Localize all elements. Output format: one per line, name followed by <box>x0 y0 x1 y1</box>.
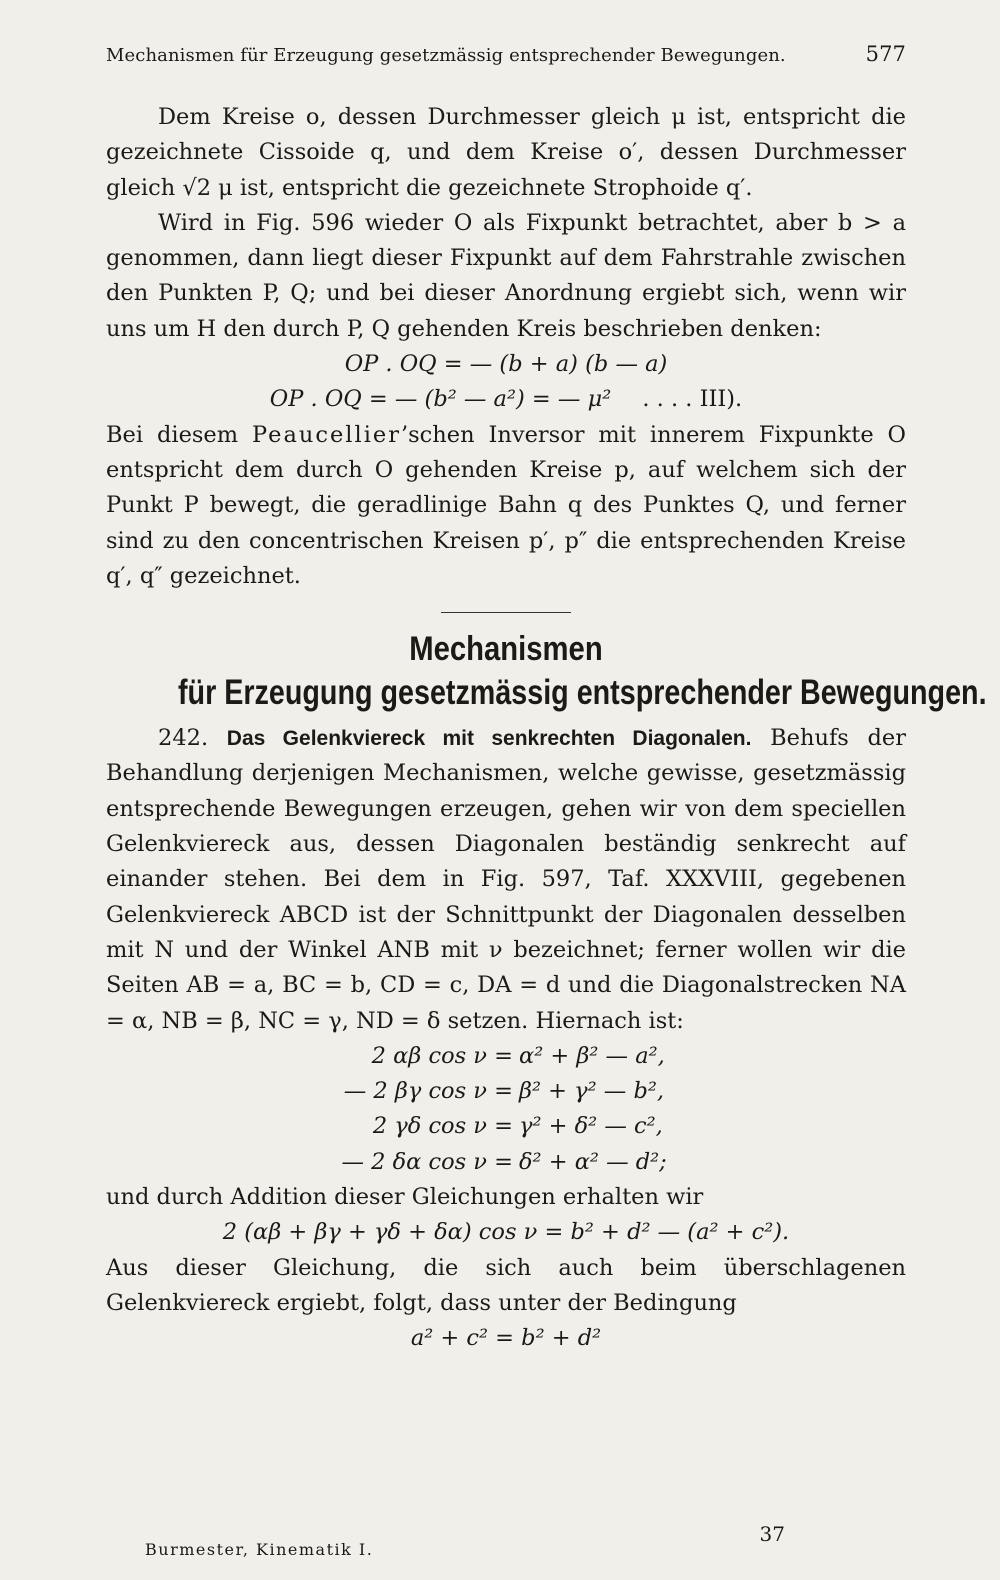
paragraph-cissoide: Dem Kreise o, dessen Durchmesser gleich μ ist, entspricht die gezeichnete Cissoide q, und dem Kreise o′, dessen Durchmesser gleich √2 μ ist, entspricht die gezeichnete Strophoide q′. <box>106 104 906 201</box>
equation-row <box>106 1039 906 1074</box>
inversor-name: Peaucellier <box>252 421 401 448</box>
inversor-lead: Bei diesem <box>106 421 239 448</box>
page-body <box>106 100 987 1357</box>
paragraph-inversor <box>106 418 906 594</box>
paragraph-bedingung: Aus dieser Gleichung, die sich auch beim überschlagenen Gelenkviereck ergiebt, folgt, dass unter der Bedingung <box>106 1254 906 1316</box>
equation-sum: 2 (αβ + βγ + γδ + δα) cos ν = b² + d² — (a² + c²). <box>222 1219 790 1246</box>
page-footer <box>145 1522 785 1564</box>
running-title: Mechanismen für Erzeugung gesetzmässig entsprechender Bewegungen. <box>106 45 786 66</box>
section-number: 242. <box>158 725 209 752</box>
section-title-line1: Mechanismen <box>409 630 603 669</box>
equation-lhs: 2 αβ cos ν = <box>371 1042 513 1069</box>
equation-op-oq-2 <box>106 382 906 417</box>
equation-row <box>106 1145 906 1180</box>
running-header <box>106 42 906 66</box>
signature-mark: 37 <box>759 1522 785 1546</box>
equation-op-oq-2-body: OP . OQ = — (b² — a²) = — μ² <box>269 386 612 413</box>
section-title-line2: für Erzeugung gesetzmässig entsprechender Bewegungen. <box>178 673 987 713</box>
paragraph-gelenkviereck <box>106 721 906 1039</box>
equation-lhs: 2 γδ cos ν = <box>372 1113 513 1140</box>
paragraph-addition: und durch Addition dieser Gleichungen erhalten wir <box>106 1184 704 1211</box>
equation-row <box>106 1074 906 1109</box>
equation-rhs: γ² + δ² — c², <box>519 1113 663 1140</box>
paragraph-fixpunkt: Wird in Fig. 596 wieder O als Fixpunkt betrachtet, aber b > a genommen, dann liegt dieser Fixpunkt auf dem Fahrstrahle zwischen den Punkten P, Q; und bei dieser Anordnung ergiebt sich, wenn wir uns um H den durch P, Q gehenden Kreis beschrieben denken: <box>106 209 906 342</box>
page-number: 577 <box>865 42 906 66</box>
equation-label-III: . . . . III). <box>642 386 743 413</box>
inversor-rest: ’schen Inversor mit innerem Fixpunkte O entspricht dem durch O gehenden Kreise p, auf welchem sich der Punkt P bewegt, die geradlinige Bahn q des Punktes Q, und ferner sind zu den concentrischen Kreisen p′, p″ die entsprechenden Kreise q′, q″ gezeichnet. <box>106 421 907 589</box>
equation-rhs: δ² + α² — d²; <box>519 1148 667 1175</box>
equation-rhs: α² + β² — a², <box>519 1042 665 1069</box>
section-divider <box>441 612 571 613</box>
subsection-heading: Das Gelenkviereck mit senkrechten Diagonalen. <box>226 727 752 751</box>
equation-lhs: — 2 βγ cos ν = <box>343 1078 513 1105</box>
equation-row <box>106 1109 906 1144</box>
footer-imprint: Burmester, Kinematik I. <box>145 1540 374 1559</box>
equation-condition: a² + c² = b² + d² <box>410 1325 602 1352</box>
equation-rhs: β² + γ² — b², <box>519 1078 665 1105</box>
equation-op-oq-1: OP . OQ = — (b + a) (b — a) <box>344 351 668 378</box>
equation-block <box>106 1039 906 1180</box>
equation-lhs: — 2 δα cos ν = <box>341 1148 513 1175</box>
subsection-text: Behufs der Behandlung derjenigen Mechanismen, welche gewisse, gesetzmässig entsprechende Bewegungen erzeugen, gehen wir von dem speciellen Gelenkviereck aus, dessen Diagonalen beständig senkrecht auf einander stehen. Bei dem in Fig. 597, Taf. XXXVIII, gegebenen Gelenkviereck ABCD ist der Schnittpunkt der Diagonalen desselben mit N und der Winkel ANB mit ν bezeichnet; ferner wollen wir die Seiten AB = a, BC = b, CD = c, DA = d und die Diagonalstrecken NA = α, NB = β, NC = γ, ND = δ setzen. Hiernach ist: <box>106 725 906 1034</box>
